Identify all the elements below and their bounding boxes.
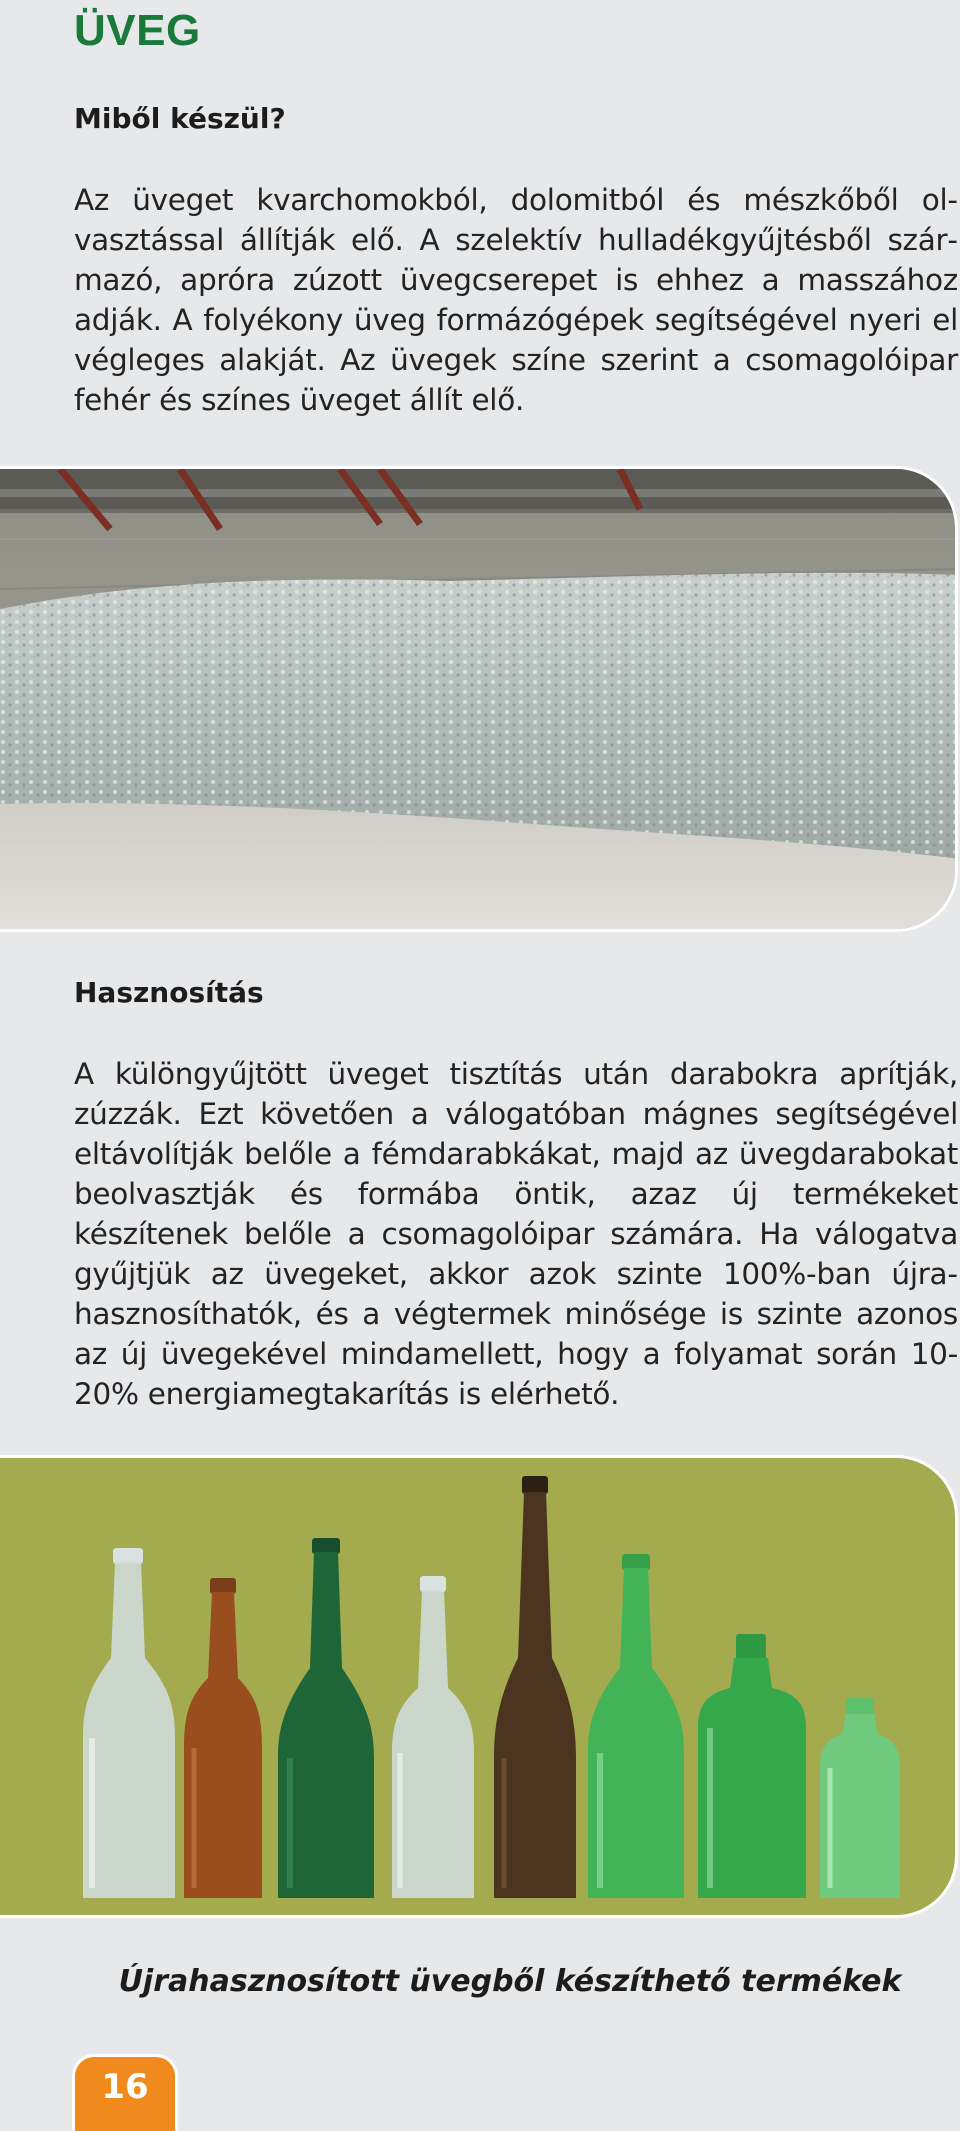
glass-cullet-pile-photo	[0, 466, 958, 932]
section-paragraph-materials: Az üveget kvarchomokból, dolomitból és mészkőből olvasztással állítják elő. A szelektív hulladékgyűjtésből származó, apróra zúzott üvegcserepet is ehhez a masszához adják. A folyékony üveg formázógépek segítségével nyeri el végleges alakját. Az üvegek színe szerint a csomagolóipar fehér és színes üveget állít elő.	[74, 183, 958, 417]
section-heading-miből-keszul: Miből készül?	[74, 102, 286, 135]
glass-cullet-pile-illustration	[0, 469, 958, 932]
page-title: ÜVEG	[74, 6, 201, 55]
figure-caption: Újrahasznosított üvegből készíthető termékek	[118, 1964, 902, 1999]
page-number-tab: 16	[72, 2054, 178, 2131]
glass-bottles-illustration	[0, 1458, 958, 1918]
section-heading-hasznositas: Hasznosítás	[74, 976, 264, 1009]
section-paragraph-recycling: A különgyűjtött üveget tisztítás után darabokra aprítják, zúzzák. Ezt követően a válogatóban mágnes segítségével eltávolítják belőle a fémdarabkákat, majd az üvegdarabokat beolvasztják és formába öntik, azaz új termékeket készítenek belőle a csomagolóipar számára. Ha válogatva gyűjtjük az üvegeket, akkor azok szinte 100%-ban újrahasznosíthatók, és a végtermek minősége is szinte azonos az új üvegekével mindamellett, hogy a folyamat során 10-20% energiamegtakarítás is elérhető.	[74, 1057, 958, 1411]
glass-bottles-photo	[0, 1455, 958, 1918]
